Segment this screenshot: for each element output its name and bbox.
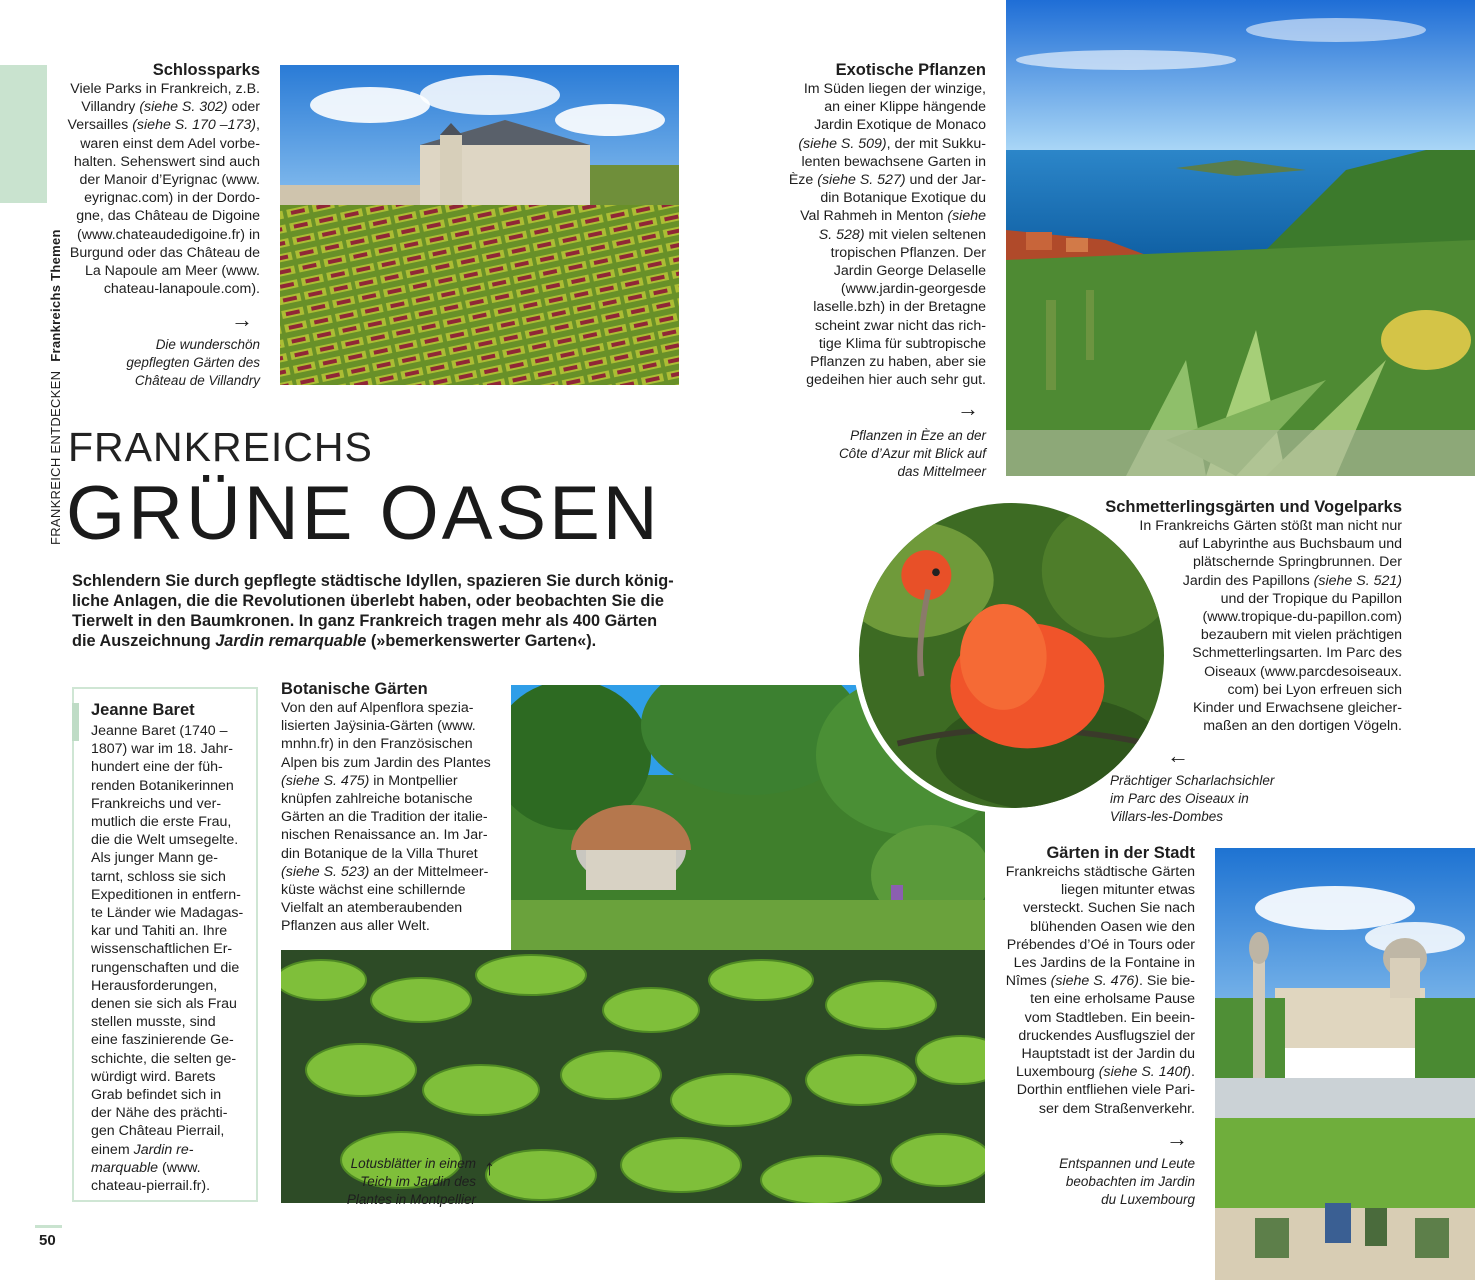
botanische-line: Von den auf Alpenflora spezia- <box>281 700 474 716</box>
botanische-line: nischen Renaissance an. Im Jar- <box>281 827 488 844</box>
schmetterling-line: maßen an den dortigen Vögeln. <box>1203 718 1402 735</box>
exotische-line: Im Süden liegen der winzige, <box>803 81 986 97</box>
schlossparks-line: Versailles (siehe S. 170 –173), <box>67 117 260 134</box>
theme-label: Frankreichs Themen <box>48 229 63 362</box>
exotische-line: Pflanzen zu haben, aber sie <box>810 354 986 371</box>
stadt-line: Nîmes (siehe S. 476). Sie bie- <box>1005 973 1195 990</box>
schmetterling-line: In Frankreichs Gärten stößt man nicht nur <box>1139 518 1402 534</box>
baret-line: Jeanne Baret (1740 – <box>91 723 228 739</box>
exotische-line: tropischen Pflanzen. Der <box>830 244 986 261</box>
stadt-line: Hauptstadt ist der Jardin du <box>1021 1046 1195 1063</box>
villandry-garden-photo <box>280 65 679 385</box>
exotische-line: Jardin George Delaselle <box>833 263 986 280</box>
stadt-line: versteckt. Suchen Sie nach <box>1023 900 1195 917</box>
stadt-caption-line: beobachten im Jardin <box>1065 1174 1195 1189</box>
stadt-line: ten eine erholsame Pause <box>1030 991 1195 1008</box>
botanische-caption-line: Plantes in Montpellier <box>346 1192 476 1207</box>
botanische-line: küste wächst eine schillernde <box>281 882 466 899</box>
schlossparks-caption-line: Château de Villandry <box>134 373 260 388</box>
stadt-arrow-icon: → <box>1166 1126 1188 1151</box>
schmetterling-line: com) bei Lyon erfreuen sich <box>1227 681 1402 698</box>
headline-title: GRÜNE OASEN <box>66 471 661 556</box>
stadt-line: druckendes Ausflugsziel der <box>1018 1027 1195 1044</box>
stadt-line: liegen mitunter etwas <box>1060 882 1195 899</box>
schlossparks-line: Burgund oder das Château de <box>69 244 260 261</box>
stadt-caption <box>1000 1155 1195 1209</box>
intro-line: liche Anlagen, die die Revolutionen überlebt haben, oder beobachten Sie die <box>72 592 664 610</box>
baret-heading: Jeanne Baret <box>91 701 195 719</box>
schmetterling-line: plätschernde Springbrunnen. Der <box>1192 554 1402 571</box>
baret-line: der Nähe des prächti- <box>91 1105 228 1122</box>
baret-line: Grab befindet sich in <box>91 1087 222 1104</box>
botanische-line: knüpfen zahlreiche botanische <box>281 791 473 808</box>
schmetterling-line: (www.tropique-du-papillon.com) <box>1202 609 1402 626</box>
botanische-caption <box>300 1155 476 1209</box>
baret-line: hundert eine der füh- <box>91 759 223 776</box>
schlossparks-line: der Manoir d’Eyrignac (www. <box>79 172 260 189</box>
schlossparks-text <box>60 80 260 298</box>
exotische-arrow-icon: → <box>957 396 979 421</box>
exotische-caption-line: Côte d’Azur mit Blick auf <box>838 446 986 461</box>
exotische-line: scheint zwar nicht das rich- <box>814 317 986 334</box>
baret-line: gen Château Pierrail, <box>91 1123 225 1140</box>
baret-line: tarnt, schloss sie sich <box>91 868 226 885</box>
schlossparks-heading: Schlossparks <box>152 61 260 79</box>
page-number: 50 <box>39 1232 56 1249</box>
schmetterling-arrow-icon: ← <box>1167 743 1189 768</box>
stadt-line: Dorthin entfliehen viele Pari- <box>1016 1082 1195 1099</box>
stadt-text <box>1000 863 1195 1118</box>
botanische-line: din Botanique de la Villa Thuret <box>281 845 478 862</box>
sidebar-accent-bar <box>0 65 47 203</box>
stadt-line: Frankreichs städtische Gärten <box>1005 864 1195 880</box>
intro-line: die Auszeichnung Jardin remarquable (»bemerkenswerter Garten«). <box>72 632 597 650</box>
schmetterling-section <box>1100 497 1402 735</box>
exotische-line: gedeihen hier auch sehr gut. <box>806 372 986 389</box>
baret-accent-bar <box>72 703 79 741</box>
botanische-text <box>281 699 506 936</box>
schlossparks-line: waren einst dem Adel vorbe- <box>80 135 260 152</box>
jeanne-baret-box <box>72 687 258 1202</box>
stadt-heading: Gärten in der Stadt <box>1046 844 1195 862</box>
schlossparks-caption-line: Die wunderschön <box>155 337 260 352</box>
intro-line: Schlendern Sie durch gepflegte städtische Idyllen, spazieren Sie durch könig- <box>72 572 674 590</box>
exotische-line: tige Klima für subtropische <box>818 335 986 352</box>
schmetterling-line: bezaubern mit vielen prächtigen <box>1200 627 1402 644</box>
schmetterling-line: Kinder und Erwachsene gleicher- <box>1193 700 1402 717</box>
intro-line: Tierwelt in den Baumkronen. In ganz Frankreich tragen mehr als 400 Gärten <box>72 612 658 630</box>
intro-text <box>72 571 672 651</box>
botanische-line: lisierten Jaÿsinia-Gärten (www. <box>281 718 476 735</box>
baret-line: die die Welt umsegelte. <box>91 832 239 849</box>
botanische-caption-line: Teich im Jardin des <box>360 1174 476 1189</box>
baret-line: chateau-pierrail.fr). <box>91 1178 211 1195</box>
exotische-line: Jardin Exotique de Monaco <box>814 117 986 134</box>
schlossparks-caption-line: gepflegten Gärten des <box>126 355 260 370</box>
botanische-line: (siehe S. 523) an der Mittelmeer- <box>281 863 489 880</box>
stadt-line: ser dem Straßenverkehr. <box>1038 1100 1195 1117</box>
baret-line: kar und Tahiti an. Ihre <box>91 923 228 940</box>
exotische-line: an einer Klippe hängende <box>824 99 986 116</box>
schmetterling-caption-line: Prächtiger Scharlachsichler <box>1110 773 1275 788</box>
schmetterling-caption-line: im Parc des Oiseaux in <box>1110 791 1249 806</box>
exotische-line: (www.jardin-georgesde <box>840 281 986 298</box>
baret-line: Als junger Mann ge- <box>91 850 218 867</box>
baret-line: schichte, die selten ge- <box>91 1050 237 1067</box>
section-label: FRANKREICH ENTDECKEN <box>48 370 63 545</box>
schlossparks-line: (www.chateaudedigoine.fr) in <box>77 226 260 243</box>
exotische-section <box>775 60 986 389</box>
schlossparks-line: Villandry (siehe S. 302) oder <box>81 99 260 116</box>
schmetterling-caption-line: Villars-les-Dombes <box>1110 809 1224 824</box>
baret-line: renden Botanikerinnen <box>91 777 234 794</box>
baret-line: wissenschaftlichen Er- <box>91 941 233 958</box>
baret-line: mutlich die erste Frau, <box>91 814 232 831</box>
exotische-line: (siehe S. 509), der mit Sukku- <box>798 135 986 152</box>
exotische-line: Èze (siehe S. 527) und der Jar- <box>788 172 986 189</box>
baret-line: denen sie sich als Frau <box>91 996 237 1013</box>
schlossparks-line: Viele Parks in Frankreich, z.B. <box>70 81 260 97</box>
exotische-line: S. 528) mit vielen seltenen <box>818 226 986 243</box>
botanische-line: Vielfalt an atemberaubenden <box>281 900 463 917</box>
page-number-rule <box>35 1225 62 1228</box>
stadt-caption-line: du Luxembourg <box>1101 1192 1195 1207</box>
schmetterling-line: Oiseaux (www.parcdesoiseaux. <box>1204 663 1402 680</box>
stadt-line: vom Stadtleben. Ein beein- <box>1024 1009 1195 1026</box>
schlossparks-line: La Napoule am Meer (www. <box>84 263 260 280</box>
schlossparks-caption <box>60 336 260 390</box>
luxembourg-garden-photo <box>1215 848 1475 1280</box>
stadt-section <box>1000 843 1195 1118</box>
schmetterling-heading: Schmetterlingsgärten und Vogelparks <box>1105 498 1402 516</box>
baret-line: einem Jardin re- <box>91 1141 194 1158</box>
exotische-line: laselle.bzh) in der Bretagne <box>813 299 986 316</box>
headline-kicker: FRANKREICHS <box>68 424 373 470</box>
baret-line: eine faszinierende Ge- <box>91 1032 234 1049</box>
eze-garden-photo <box>1006 0 1475 476</box>
baret-line: Herausforderungen, <box>91 977 218 994</box>
baret-line: te Länder wie Madagas- <box>91 905 244 922</box>
schmetterling-line: Jardin des Papillons (siehe S. 521) <box>1182 572 1402 589</box>
stadt-line: Luxembourg (siehe S. 140f). <box>1015 1064 1195 1081</box>
schmetterling-line: und der Tropique du Papillon <box>1220 590 1402 607</box>
schmetterling-caption <box>1110 772 1330 826</box>
baret-text <box>91 722 243 1195</box>
baret-line: stellen musste, sind <box>91 1014 216 1031</box>
botanische-caption-line: Lotusblätter in einem <box>350 1156 476 1171</box>
exotische-text <box>775 80 986 389</box>
schmetterling-line: Schmetterlingsarten. Im Parc des <box>1192 645 1402 662</box>
botanische-line: Alpen bis zum Jardin des Plantes <box>281 754 491 771</box>
botanische-arrow-icon: ↑ <box>484 1155 495 1180</box>
schmetterling-text <box>1100 517 1402 735</box>
exotische-heading: Exotische Pflanzen <box>835 61 986 79</box>
botanische-line: Gärten an die Tradition der italie- <box>281 809 488 826</box>
schlossparks-line: gne, das Château de Digoine <box>76 208 260 225</box>
stadt-line: blühenden Oasen wie den <box>1030 918 1195 935</box>
stadt-caption-line: Entspannen und Leute <box>1059 1156 1195 1171</box>
exotische-caption-line: das Mittelmeer <box>897 464 986 479</box>
exotische-line: lenten bewachsene Garten in <box>801 153 986 170</box>
schlossparks-line: chateau-lanapoule.com). <box>103 281 260 298</box>
baret-line: Expeditionen in entfern- <box>91 886 241 903</box>
botanische-line: (siehe S. 475) in Montpellier <box>281 772 458 789</box>
exotische-line: din Botanique Exotique du <box>820 190 986 207</box>
baret-line: Frankreichs und ver- <box>91 795 222 812</box>
botanische-line: mnhn.fr) in den Französischen <box>281 736 473 753</box>
stadt-line: Prébendes d’Oé in Tours oder <box>1006 936 1195 953</box>
schmetterling-line: auf Labyrinthe aus Buchsbaum und <box>1178 536 1402 553</box>
baret-line: würdigt wird. Barets <box>91 1068 216 1085</box>
exotische-caption <box>775 427 986 481</box>
schlossparks-line: halten. Sehenswert sind auch <box>73 153 260 170</box>
exotische-caption-line: Pflanzen in Èze an der <box>850 428 986 443</box>
baret-line: 1807) war im 18. Jahr- <box>91 741 233 758</box>
stadt-line: Les Jardins de la Fontaine in <box>1013 955 1195 972</box>
exotische-line: Val Rahmeh in Menton (siehe <box>800 208 986 225</box>
baret-line: rungenschaften und die <box>91 959 240 976</box>
botanische-line: Pflanzen aus aller Welt. <box>281 918 430 935</box>
botanische-section <box>281 679 506 936</box>
baret-line: marquable (www. <box>91 1159 201 1176</box>
botanische-heading: Botanische Gärten <box>281 680 428 698</box>
schlossparks-section <box>60 60 260 298</box>
schlossparks-arrow-icon: → <box>231 307 253 332</box>
schlossparks-line: eyrignac.com) in der Dordo- <box>84 190 260 207</box>
